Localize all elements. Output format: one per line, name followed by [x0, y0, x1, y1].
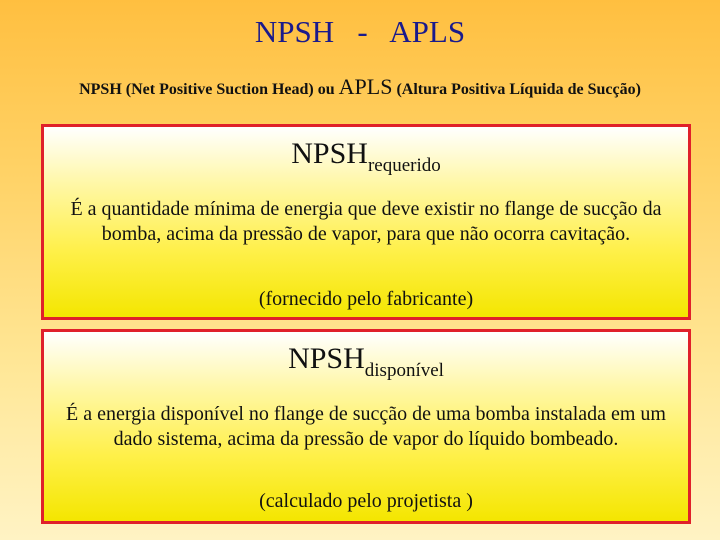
npsh-requerido-definition: É a quantidade mínima de energia que deve existir no flange de sucção da bomba, acima da pressão de vapor, para que não ocorra cavitação.	[70, 198, 662, 245]
heading-subscript: disponível	[364, 360, 444, 381]
npsh-disponivel-heading	[44, 342, 688, 388]
heading-main: NPSH	[291, 137, 368, 170]
subtitle-apls-term: APLS	[338, 74, 393, 99]
npsh-disponivel-box	[41, 329, 691, 524]
page-title: NPSH - APLS	[254, 14, 466, 49]
heading-main: NPSH	[288, 342, 365, 375]
npsh-requerido-note: (fornecido pelo fabricante)	[258, 288, 474, 310]
npsh-disponivel-note: (calculado pelo projetista )	[259, 490, 473, 512]
subtitle-npsh-definition: NPSH (Net Positive Suction Head) ou	[79, 81, 339, 98]
subtitle-apls-definition: (Altura Positiva Líquida de Sucção)	[392, 81, 641, 98]
heading-subscript: requerido	[367, 155, 441, 176]
page-subtitle	[0, 74, 720, 100]
npsh-disponivel-definition: É a energia disponível no flange de sucção de uma bomba instalada em um dado sistema, acima da pressão de vapor do líquido bombeado.	[66, 403, 666, 450]
npsh-requerido-box	[41, 124, 691, 320]
npsh-requerido-heading	[44, 137, 688, 183]
